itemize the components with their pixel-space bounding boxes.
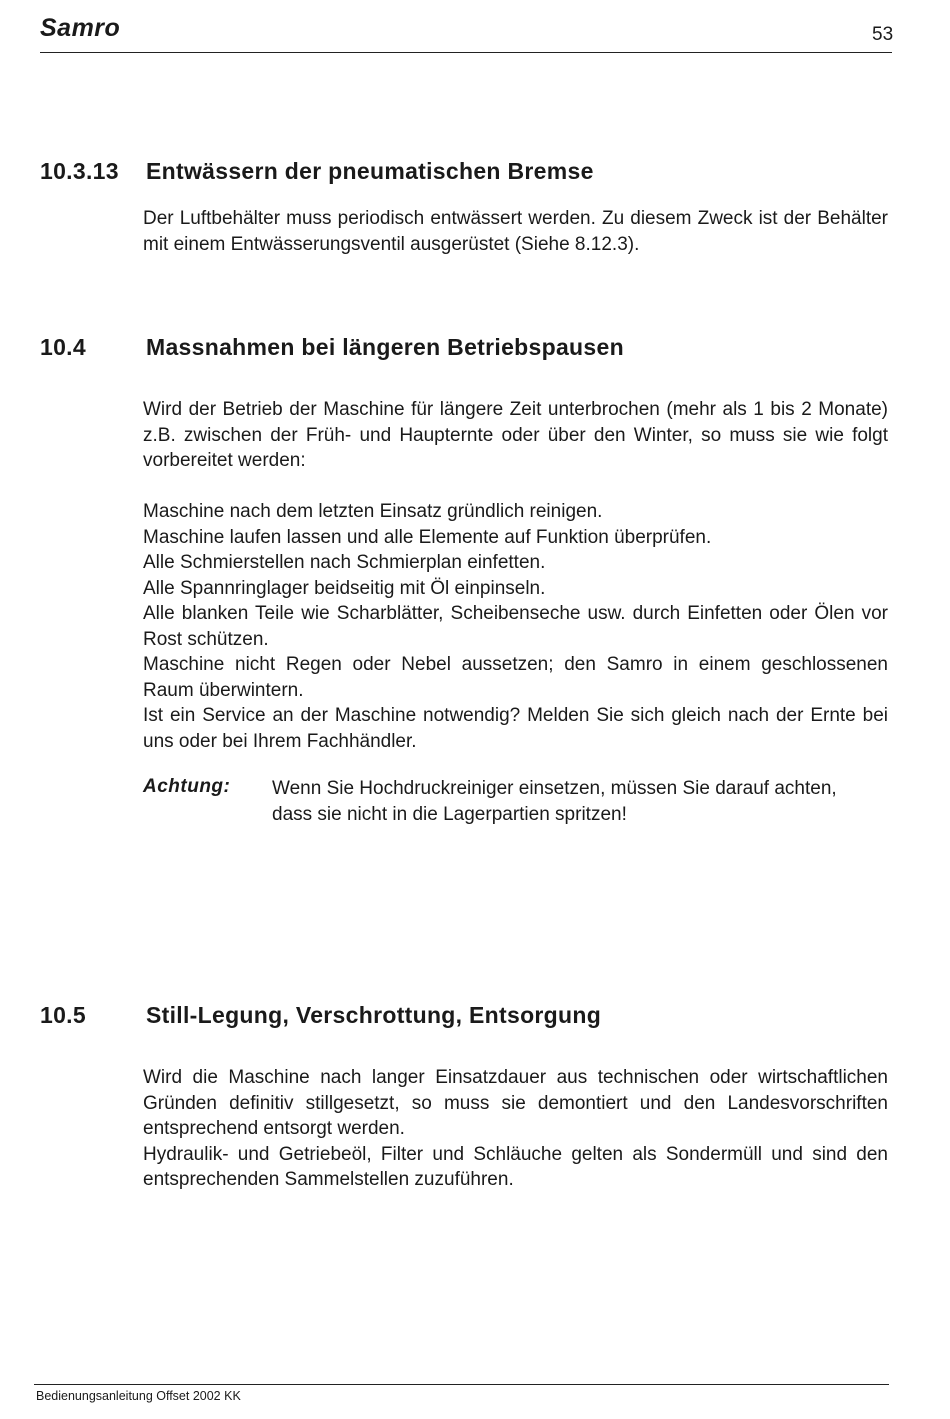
list-item: Maschine laufen lassen und alle Elemente auf Funktion überprüfen. — [143, 526, 712, 548]
section-title: Massnahmen bei längeren Betriebspausen — [146, 334, 624, 360]
section-number: 10.3.13 — [40, 158, 119, 184]
warning-text: Wenn Sie Hochdruckreiniger einsetzen, müssen Sie darauf achten, dass sie nicht in die Lagerpartien spritzen! — [272, 778, 837, 825]
section-number: 10.4 — [40, 334, 86, 360]
list-item: Ist ein Service an der Maschine notwendig? Melden Sie sich gleich nach der Ernte bei uns oder bei Ihrem Fachhändler. — [143, 705, 888, 752]
section-number: 10.5 — [40, 1002, 86, 1028]
paragraph: Der Luftbehälter muss periodisch entwässert werden. Zu diesem Zweck ist der Behälter mit einem Entwässerungsventil ausgerüstet (Siehe 8.12.3). — [143, 208, 888, 255]
header-rule — [40, 52, 892, 53]
page-number: 53 — [872, 24, 894, 45]
paragraph: Hydraulik- und Getriebeöl, Filter und Schläuche gelten als Sondermüll und sind den entsprechenden Sammelstellen zuzuführen. — [143, 1143, 888, 1190]
footer-rule — [34, 1384, 889, 1385]
list-item: Maschine nicht Regen oder Nebel aussetzen; den Samro in einem geschlossenen Raum überwintern. — [143, 654, 888, 701]
disposal-text — [143, 1065, 888, 1193]
maintenance-steps — [143, 499, 888, 754]
list-item: Alle Spannringlager beidseitig mit Öl einpinseln. — [143, 577, 546, 599]
paragraph: Wird die Maschine nach langer Einsatzdauer aus technischen oder wirtschaftlichen Gründen definitiv stillgesetzt, so muss sie demontiert und den Landesvorschriften entsprechend entsorgt werden. — [143, 1067, 888, 1139]
section-title: Entwässern der pneumatischen Bremse — [146, 158, 594, 184]
list-item: Alle Schmierstellen nach Schmierplan einfetten. — [143, 552, 546, 573]
paragraph: Wird der Betrieb der Maschine für längere Zeit unterbrochen (mehr als 1 bis 2 Monate) z.B. zwischen der Früh- und Haupternte oder über den Winter, so muss sie wie folgt vorbereitet werden: — [143, 399, 888, 471]
footer-text: Bedienungsanleitung Offset 2002 KK — [36, 1389, 241, 1403]
section-title: Still-Legung, Verschrottung, Entsorgung — [146, 1002, 602, 1028]
brand-title: Samro — [40, 14, 121, 42]
list-item: Alle blanken Teile wie Scharblätter, Scheibenseche usw. durch Einfetten oder Ölen vor Rost schützen. — [143, 603, 888, 650]
warning-label: Achtung: — [143, 776, 231, 797]
list-item: Maschine nach dem letzten Einsatz gründlich reinigen. — [143, 501, 603, 522]
